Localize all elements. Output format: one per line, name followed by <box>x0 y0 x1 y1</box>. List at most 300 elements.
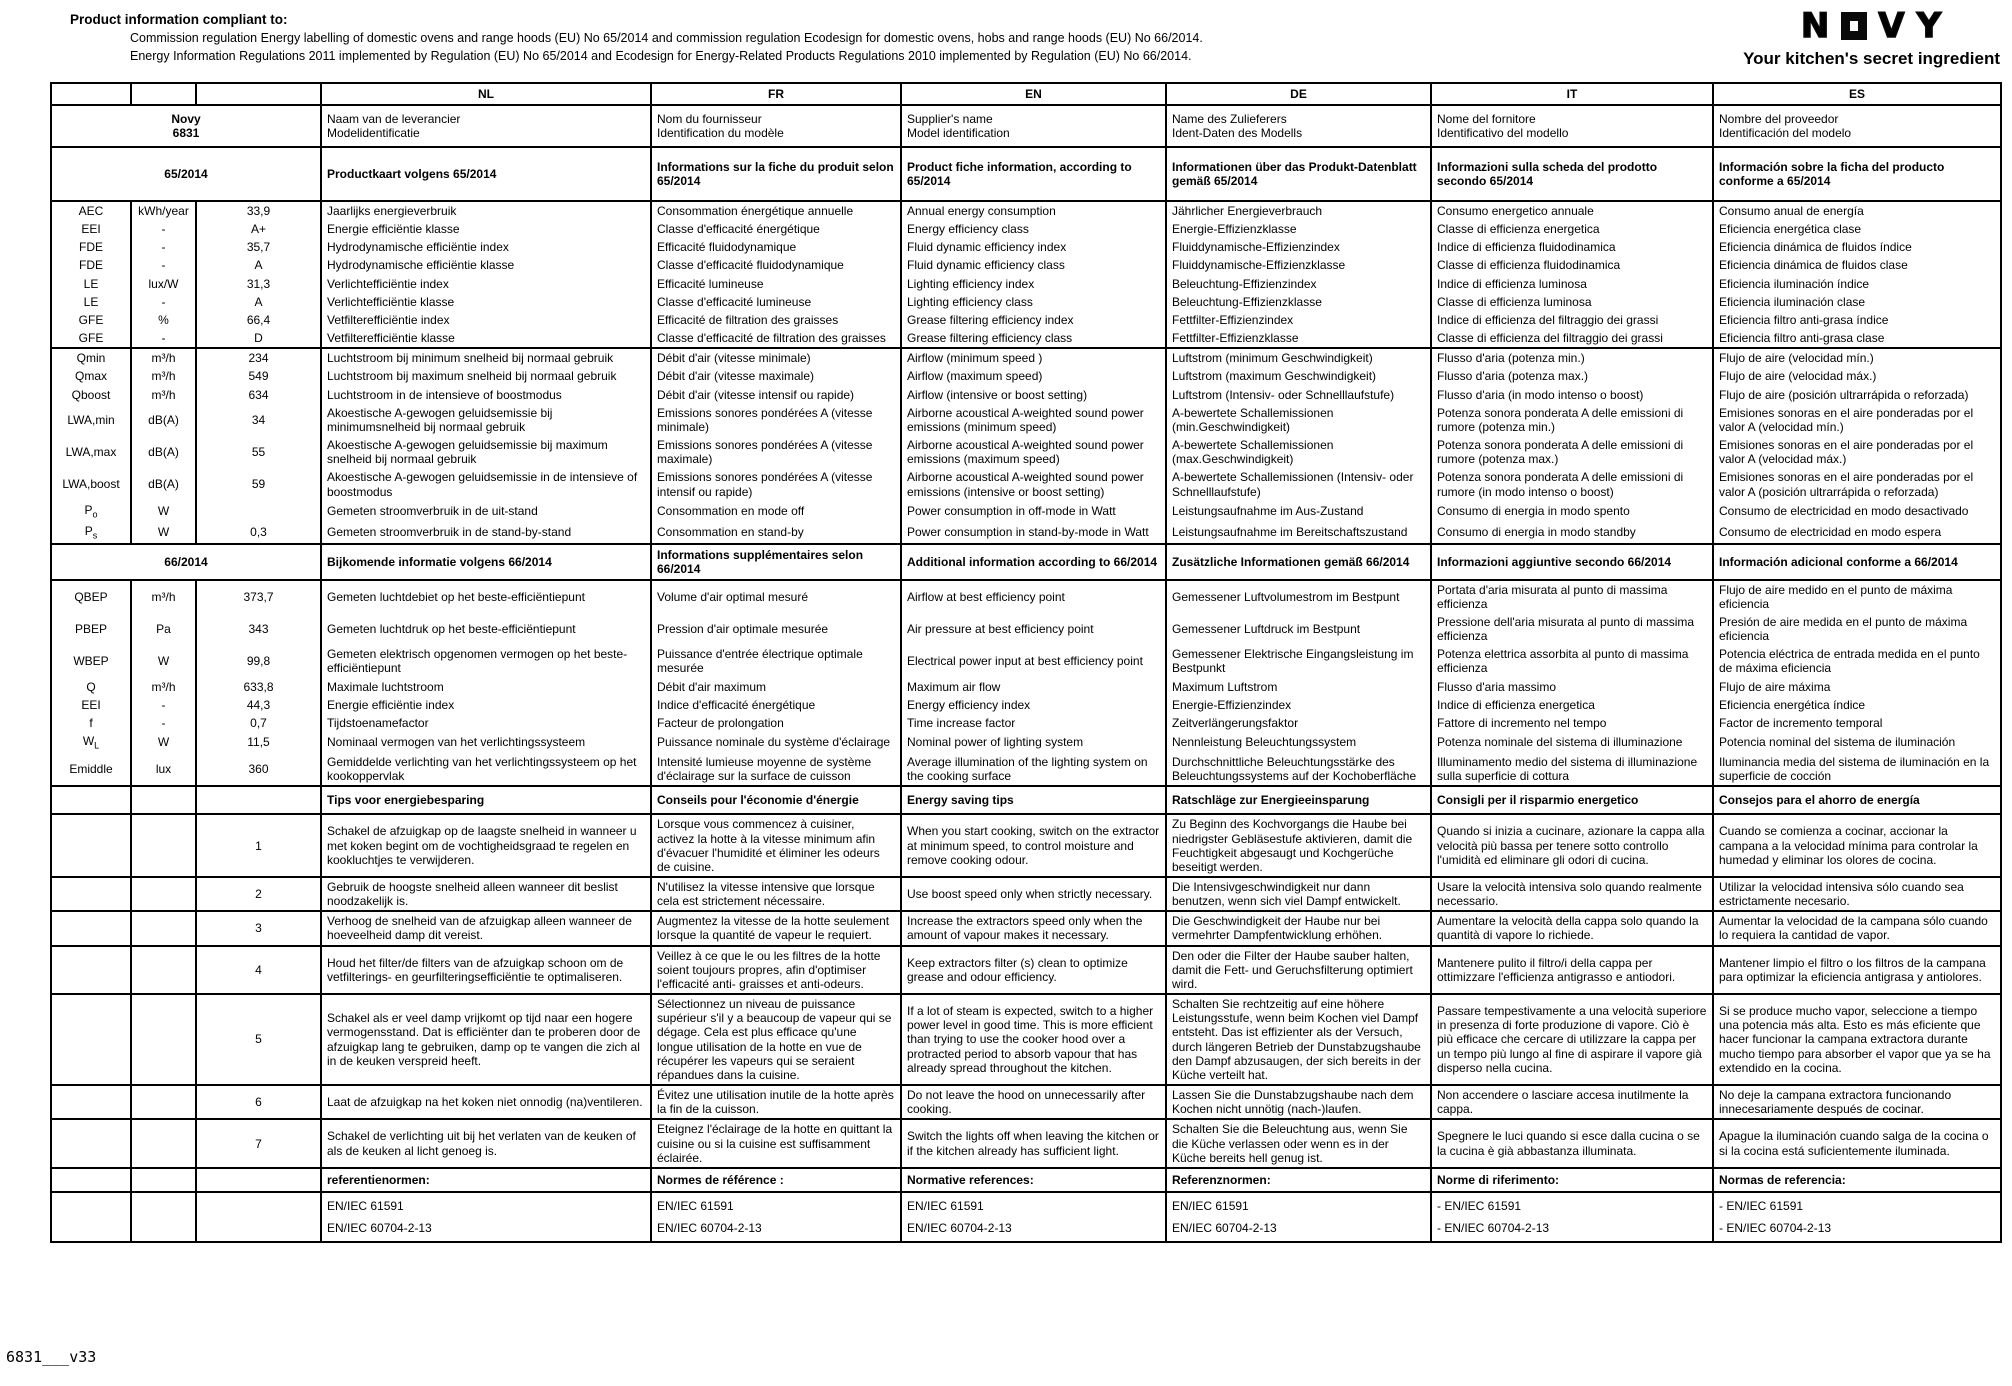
tips-spacer-cell <box>131 994 196 1085</box>
param-value: 11,5 <box>196 732 321 753</box>
param-value: 66,4 <box>196 311 321 329</box>
param-label-de: Fettfilter-Effizienzklasse <box>1166 329 1431 348</box>
supplier-label-fr <box>651 105 901 147</box>
param-value: 633,8 <box>196 678 321 696</box>
param-label-en: Lighting efficiency index <box>901 275 1166 293</box>
tips-title-de: Ratschläge zur Energieeinsparung <box>1166 786 1431 814</box>
param-label-nl: Hydrodynamische efficiëntie index <box>321 238 651 256</box>
tip-3-fr: Augmentez la vitesse de la hotte seulement lorsque la quantité de vapeur le requiert. <box>651 911 901 945</box>
tip-3-es: Aumentar la velocidad de la campana sólo cuando lo requiera la cantidad de vapor. <box>1713 911 2001 945</box>
param-label-es: Eficiencia iluminación clase <box>1713 293 2001 311</box>
param-label-it: Potenza sonora ponderata A delle emissioni di rumore (potenza max.) <box>1431 436 1713 468</box>
product-fiche-table <box>50 82 2002 1243</box>
tip-1-de: Zu Beginn des Kochvorgangs die Haube bei niedrigster Gebläsestufe aktivieren, damit die Feuchtigkeit abgesaugt und Kochgerüche beseitigt werden. <box>1166 814 1431 877</box>
param-value: 59 <box>196 468 321 500</box>
section-65-title-fr: Informations sur la fiche du produit selon 65/2014 <box>651 147 901 201</box>
language-header-row <box>51 83 2001 105</box>
tips-spacer-cell <box>131 911 196 945</box>
norms-title-de: Referenznormen: <box>1166 1168 1431 1192</box>
logo-letter-v: V <box>1878 6 1906 46</box>
param-label-en: Power consumption in stand-by-mode in Watt <box>901 522 1166 544</box>
param-code: WBEP <box>51 645 131 677</box>
param-label-de: A-bewertete Schallemissionen (min.Geschwindigkeit) <box>1166 404 1431 436</box>
norms-title-fr: Normes de référence : <box>651 1168 901 1192</box>
tips-spacer-cell <box>131 946 196 994</box>
text-line: Identificativo del modello <box>1437 126 1569 140</box>
param-label-nl: Akoestische A-gewogen geluidsemissie in de intensieve of boostmodus <box>321 468 651 500</box>
param-code: Qmax <box>51 367 131 385</box>
param-label-de: Gemessener Elektrische Eingangsleistung im Bestpunkt <box>1166 645 1431 677</box>
norms-values-en <box>901 1192 1166 1242</box>
param-label-it: Flusso d'aria (potenza min.) <box>1431 348 1713 367</box>
param-unit: dB(A) <box>131 468 196 500</box>
param-row-1-5 <box>51 468 2001 500</box>
param-unit: - <box>131 220 196 238</box>
param-row-1-3 <box>51 404 2001 436</box>
param-label-fr: Puissance nominale du système d'éclairage <box>651 732 901 753</box>
param-value: 360 <box>196 753 321 786</box>
param-value: A <box>196 256 321 274</box>
param-value: 55 <box>196 436 321 468</box>
param-unit: dB(A) <box>131 404 196 436</box>
tip-7-fr: Eteignez l'éclairage de la hotte en quittant la cuisine ou si la cuisine est suffisamment éclairée. <box>651 1119 901 1167</box>
param-label-it: Indice di efficienza del filtraggio dei grassi <box>1431 311 1713 329</box>
param-label-it: Indice di efficienza energetica <box>1431 696 1713 714</box>
param-row-1-4 <box>51 436 2001 468</box>
param-label-es: Flujo de aire medido en el punto de máxima eficiencia <box>1713 580 2001 613</box>
novy-logo-word <box>1743 6 2000 46</box>
param-label-fr: Pression d'air optimale mesurée <box>651 613 901 645</box>
param-value <box>196 501 321 522</box>
section-66-header-row <box>51 544 2001 580</box>
param-row-1-6 <box>51 501 2001 522</box>
param-label-fr: Classe d'efficacité de filtration des graisses <box>651 329 901 348</box>
param-code: AEC <box>51 201 131 220</box>
tip-row-5 <box>51 994 2001 1085</box>
param-label-it: Indice di efficienza luminosa <box>1431 275 1713 293</box>
section-66-title-nl: Bijkomende informatie volgens 66/2014 <box>321 544 651 580</box>
text-line: Identificación del modelo <box>1719 126 1852 140</box>
param-label-fr: Puissance d'entrée électrique optimale mesurée <box>651 645 901 677</box>
text-line: Name des Zulieferers <box>1172 111 1287 126</box>
param-code: Emiddle <box>51 753 131 786</box>
param-unit: m³/h <box>131 678 196 696</box>
section-66-title-en: Additional information according to 66/2014 <box>901 544 1166 580</box>
language-header-en: EN <box>901 83 1166 105</box>
section-66-title-it: Informazioni aggiuntive secondo 66/2014 <box>1431 544 1713 580</box>
tip-2-es: Utilizar la velocidad intensiva sólo cuando sea estrictamente necesario. <box>1713 877 2001 911</box>
param-label-it: Classe di efficienza fluidodinamica <box>1431 256 1713 274</box>
param-label-de: A-bewertete Schallemissionen (max.Geschwindigkeit) <box>1166 436 1431 468</box>
text-line: - EN/IEC 61591 <box>1719 1198 1804 1213</box>
tip-6-fr: Évitez une utilisation inutile de la hotte après la fin de la cuisson. <box>651 1085 901 1119</box>
param-label-es: Consumo de electricidad en modo desactivado <box>1713 501 2001 522</box>
norms-title-es: Normas de referencia: <box>1713 1168 2001 1192</box>
param-label-es: Emisiones sonoras en el aire ponderadas por el valor A (velocidad mín.) <box>1713 404 2001 436</box>
param-row-0-1 <box>51 220 2001 238</box>
param-unit: W <box>131 645 196 677</box>
text-line: EN/IEC 61591 <box>657 1198 734 1213</box>
param-label-de: Energie-Effizienzklasse <box>1166 220 1431 238</box>
param-row-1-7 <box>51 522 2001 544</box>
param-row-1-0 <box>51 348 2001 367</box>
param-code: LE <box>51 275 131 293</box>
logo-tagline: Your kitchen's secret ingredient <box>1743 49 2000 68</box>
param-label-en: Time increase factor <box>901 714 1166 732</box>
param-code: FDE <box>51 256 131 274</box>
document-version-code: 6831___v33 <box>6 1348 97 1366</box>
tip-7-es: Apague la iluminación cuando salga de la cocina o si la cocina está suficientemente iluminada. <box>1713 1119 2001 1167</box>
supplier-label-es <box>1713 105 2001 147</box>
param-row-0-5 <box>51 293 2001 311</box>
param-label-en: Airflow at best efficiency point <box>901 580 1166 613</box>
param-label-it: Fattore di incremento nel tempo <box>1431 714 1713 732</box>
tip-number: 2 <box>196 877 321 911</box>
param-code: LWA,boost <box>51 468 131 500</box>
language-header-nl: NL <box>321 83 651 105</box>
param-label-it: Classe di efficienza energetica <box>1431 220 1713 238</box>
param-label-de: Luftstrom (maximum Geschwindigkeit) <box>1166 367 1431 385</box>
param-label-de: Maximum Luftstrom <box>1166 678 1431 696</box>
param-label-nl: Gemeten luchtdruk op het beste-efficiëntiepunt <box>321 613 651 645</box>
param-value: 31,3 <box>196 275 321 293</box>
header-spacer-cell <box>51 83 131 105</box>
param-label-de: Fluiddynamische-Effizienzklasse <box>1166 256 1431 274</box>
param-label-it: Flusso d'aria (potenza max.) <box>1431 367 1713 385</box>
tips-spacer-cell <box>51 994 131 1085</box>
text-line: Nom du fournisseur <box>657 111 762 126</box>
param-code: Q <box>51 678 131 696</box>
param-value: 549 <box>196 367 321 385</box>
param-unit: m³/h <box>131 348 196 367</box>
param-label-fr: Classe d'efficacité énergétique <box>651 220 901 238</box>
text-line: EN/IEC 60704-2-13 <box>327 1220 432 1235</box>
logo-letter-n: N <box>1800 6 1831 46</box>
param-label-it: Potenza elettrica assorbita al punto di massima efficienza <box>1431 645 1713 677</box>
tip-row-1 <box>51 814 2001 877</box>
text-line: EN/IEC 60704-2-13 <box>657 1220 762 1235</box>
section-65-title-en: Product fiche information, according to 65/2014 <box>901 147 1166 201</box>
param-label-de: Zeitverlängerungsfaktor <box>1166 714 1431 732</box>
param-label-es: Eficiencia energética índice <box>1713 696 2001 714</box>
tips-spacer-cell <box>196 786 321 814</box>
param-label-it: Consumo di energia in modo spento <box>1431 501 1713 522</box>
param-label-nl: Maximale luchtstroom <box>321 678 651 696</box>
norms-spacer-cell <box>51 1168 131 1192</box>
text-line: Model identification <box>907 126 1010 140</box>
norms-values-de <box>1166 1192 1431 1242</box>
norms-values-fr <box>651 1192 901 1242</box>
tip-1-it: Quando si inizia a cucinare, azionare la cappa alla velocità più bassa per tenere sotto controllo l'umidità ed eliminare gli odori di cucina. <box>1431 814 1713 877</box>
param-label-de: Leistungsaufnahme im Bereitschaftszustand <box>1166 522 1431 544</box>
param-row-66-6 <box>51 732 2001 753</box>
tip-1-fr: Lorsque vous commencez à cuisiner, activez la hotte à la vitesse minimum afin d'évacuer l'humidité et éliminer les odeurs de cuisine. <box>651 814 901 877</box>
param-unit: - <box>131 256 196 274</box>
param-label-es: Consumo de electricidad en modo espera <box>1713 522 2001 544</box>
supplier-row <box>51 105 2001 147</box>
param-unit: - <box>131 238 196 256</box>
param-label-it: Flusso d'aria (in modo intenso o boost) <box>1431 386 1713 404</box>
param-code: EEI <box>51 220 131 238</box>
tips-spacer-cell <box>51 911 131 945</box>
param-label-en: Airflow (minimum speed ) <box>901 348 1166 367</box>
param-unit: m³/h <box>131 367 196 385</box>
param-label-en: Airflow (intensive or boost setting) <box>901 386 1166 404</box>
text-line: - EN/IEC 60704-2-13 <box>1719 1220 1832 1235</box>
text-line: 6831 <box>172 126 200 140</box>
tips-spacer-cell <box>51 1085 131 1119</box>
param-unit: m³/h <box>131 580 196 613</box>
param-label-en: Maximum air flow <box>901 678 1166 696</box>
norms-spacer-cell <box>196 1192 321 1242</box>
param-label-fr: Débit d'air (vitesse minimale) <box>651 348 901 367</box>
param-row-66-1 <box>51 613 2001 645</box>
param-label-en: Fluid dynamic efficiency index <box>901 238 1166 256</box>
section-66-title-es: Información adicional conforme a 66/2014 <box>1713 544 2001 580</box>
param-label-en: Energy efficiency index <box>901 696 1166 714</box>
param-label-fr: Emissions sonores pondérées A (vitesse intensif ou rapide) <box>651 468 901 500</box>
param-label-nl: Gemeten luchtdebiet op het beste-efficiëntiepunt <box>321 580 651 613</box>
tip-5-es: Si se produce mucho vapor, seleccione a tiempo una potencia más alta. Esto es más eficiente que hacer funcionar la campana extractora durante mucho tiempo para absorber el vapor que ya se ha extendido en la cocina. <box>1713 994 2001 1085</box>
tip-number: 5 <box>196 994 321 1085</box>
param-row-0-6 <box>51 311 2001 329</box>
param-code: LWA,max <box>51 436 131 468</box>
param-unit: - <box>131 293 196 311</box>
param-label-fr: Efficacité fluidodynamique <box>651 238 901 256</box>
language-header-es: ES <box>1713 83 2001 105</box>
param-unit: W <box>131 732 196 753</box>
param-value: 234 <box>196 348 321 367</box>
text-line: Nombre del proveedor <box>1719 111 1839 126</box>
param-label-de: Fluiddynamische-Effizienzindex <box>1166 238 1431 256</box>
tip-4-en: Keep extractors filter (s) clean to optimize grease and odour efficiency. <box>901 946 1166 994</box>
param-label-fr: Consommation en mode off <box>651 501 901 522</box>
param-label-es: Eficiencia dinámica de fluidos índice <box>1713 238 2001 256</box>
text-line: Ident-Daten des Modells <box>1172 126 1303 140</box>
param-unit: W <box>131 501 196 522</box>
tip-5-fr: Sélectionnez un niveau de puissance supérieur s'il y a beaucoup de vapeur qui se dégage. Cela est plus efficace qu'une longue utilisation de la hotte en vue de récupérer les vapeurs qui se seraient répandues dans la cuisine. <box>651 994 901 1085</box>
param-label-es: Presión de aire medida en el punto de máxima eficiencia <box>1713 613 2001 645</box>
tip-3-de: Die Geschwindigkeit der Haube nur bei vermehrter Dampfentwicklung erhöhen. <box>1166 911 1431 945</box>
param-label-nl: Gemeten stroomverbruik in de stand-by-stand <box>321 522 651 544</box>
param-row-66-0 <box>51 580 2001 613</box>
compliance-block <box>0 0 2012 63</box>
param-value: A <box>196 293 321 311</box>
param-code: QBEP <box>51 580 131 613</box>
param-label-fr: Consommation en stand-by <box>651 522 901 544</box>
tips-spacer-cell <box>51 1119 131 1167</box>
param-label-nl: Verlichtefficiëntie klasse <box>321 293 651 311</box>
param-label-es: Emisiones sonoras en el aire ponderadas por el valor A (velocidad máx.) <box>1713 436 2001 468</box>
tip-4-it: Mantenere pulito il filtro/i della cappa per ottimizzare l'efficienza antigrasso e antiodori. <box>1431 946 1713 994</box>
tip-5-de: Schalten Sie rechtzeitig auf eine höhere Leistungsstufe, wenn beim Kochen viel Dampf entsteht. Das ist effizienter als der Versuch, durch längeren Betrieb der Dunstabzugshaube den Dampf abzusaugen, der sich bereits in der Küche verteilt hat. <box>1166 994 1431 1085</box>
param-label-nl: Nominaal vermogen van het verlichtingssysteem <box>321 732 651 753</box>
param-label-en: Lighting efficiency class <box>901 293 1166 311</box>
param-label-nl: Gemeten elektrisch opgenomen vermogen op het beste-efficiëntiepunt <box>321 645 651 677</box>
text-line: EN/IEC 60704-2-13 <box>1172 1220 1277 1235</box>
supplier-name-model <box>51 105 321 147</box>
tip-5-en: If a lot of steam is expected, switch to a higher power level in good time. This is more efficient than trying to use the cooker hood over a protracted period to absorb vapour that has already spread throughout the kitchen. <box>901 994 1166 1085</box>
param-label-en: Energy efficiency class <box>901 220 1166 238</box>
param-value: 34 <box>196 404 321 436</box>
text-line: Modelidentificatie <box>327 126 420 140</box>
param-label-es: Eficiencia dinámica de fluidos clase <box>1713 256 2001 274</box>
param-code: EEI <box>51 696 131 714</box>
param-label-de: Jährlicher Energieverbrauch <box>1166 201 1431 220</box>
param-value: 343 <box>196 613 321 645</box>
param-label-nl: Energie efficiëntie index <box>321 696 651 714</box>
norms-title-it: Norme di riferimento: <box>1431 1168 1713 1192</box>
param-label-es: Potencia nominal del sistema de iluminación <box>1713 732 2001 753</box>
param-row-66-3 <box>51 678 2001 696</box>
param-label-nl: Vetfilterefficiëntie klasse <box>321 329 651 348</box>
text-line: EN/IEC 61591 <box>1172 1198 1249 1213</box>
tips-spacer-cell <box>51 786 131 814</box>
language-header-de: DE <box>1166 83 1431 105</box>
param-unit: - <box>131 714 196 732</box>
param-label-it: Indice di efficienza fluidodinamica <box>1431 238 1713 256</box>
param-value: 99,8 <box>196 645 321 677</box>
param-label-es: Potencia eléctrica de entrada medida en el punto de máxima eficiencia <box>1713 645 2001 677</box>
param-code: $W_L$ <box>51 732 131 753</box>
tip-1-en: When you start cooking, switch on the extractor at minimum speed, to control moisture and remove cooking odour. <box>901 814 1166 877</box>
param-row-0-0 <box>51 201 2001 220</box>
param-value: 35,7 <box>196 238 321 256</box>
param-label-it: Classe di efficienza del filtraggio dei grassi <box>1431 329 1713 348</box>
section-66-title-fr: Informations supplémentaires selon 66/2014 <box>651 544 901 580</box>
tip-6-es: No deje la campana extractora funcionando innecesariamente después de cocinar. <box>1713 1085 2001 1119</box>
tip-6-en: Do not leave the hood on unnecessarily after cooking. <box>901 1085 1166 1119</box>
section-65-title-nl: Productkaart volgens 65/2014 <box>321 147 651 201</box>
param-label-fr: Débit d'air maximum <box>651 678 901 696</box>
param-label-nl: Vetfilterefficiëntie index <box>321 311 651 329</box>
param-label-es: Flujo de aire (velocidad mín.) <box>1713 348 2001 367</box>
param-code: GFE <box>51 329 131 348</box>
param-label-nl: Tijdstoenamefactor <box>321 714 651 732</box>
tips-title-fr: Conseils pour l'économie d'énergie <box>651 786 901 814</box>
param-label-nl: Hydrodynamische efficiëntie klasse <box>321 256 651 274</box>
supplier-label-nl <box>321 105 651 147</box>
tips-spacer-cell <box>131 814 196 877</box>
param-label-en: Average illumination of the lighting system on the cooking surface <box>901 753 1166 786</box>
param-label-de: Luftstrom (Intensiv- oder Schnelllaufstufe) <box>1166 386 1431 404</box>
tip-4-nl: Houd het filter/de filters van de afzuigkap schoon om de vetfilterings- en geurfilteringsefficiëntie te optimaliseren. <box>321 946 651 994</box>
supplier-label-it <box>1431 105 1713 147</box>
param-label-de: Leistungsaufnahme im Aus-Zustand <box>1166 501 1431 522</box>
tips-spacer-cell <box>51 946 131 994</box>
param-label-es: Emisiones sonoras en el aire ponderadas por el valor A (posición ultrarrápida o reforzada) <box>1713 468 2001 500</box>
param-label-en: Annual energy consumption <box>901 201 1166 220</box>
tip-row-4 <box>51 946 2001 994</box>
param-label-fr: Débit d'air (vitesse maximale) <box>651 367 901 385</box>
norms-values-es <box>1713 1192 2001 1242</box>
param-row-66-2 <box>51 645 2001 677</box>
param-label-it: Consumo di energia in modo standby <box>1431 522 1713 544</box>
param-label-nl: Luchtstroom bij minimum snelheid bij normaal gebruik <box>321 348 651 367</box>
norms-title-nl: referentienormen: <box>321 1168 651 1192</box>
param-label-de: Beleuchtung-Effizienzindex <box>1166 275 1431 293</box>
param-label-fr: Efficacité de filtration des graisses <box>651 311 901 329</box>
param-label-es: Factor de incremento temporal <box>1713 714 2001 732</box>
param-label-it: Classe di efficienza luminosa <box>1431 293 1713 311</box>
param-code: PBEP <box>51 613 131 645</box>
param-label-nl: Luchtstroom in de intensieve of boostmodus <box>321 386 651 404</box>
norms-spacer-cell <box>196 1168 321 1192</box>
param-label-en: Power consumption in off-mode in Watt <box>901 501 1166 522</box>
section-65-id: 65/2014 <box>51 147 321 201</box>
param-row-66-4 <box>51 696 2001 714</box>
param-row-0-4 <box>51 275 2001 293</box>
tip-7-nl: Schakel de verlichting uit bij het verlaten van de keuken of als de keuken al licht genoeg is. <box>321 1119 651 1167</box>
param-unit: dB(A) <box>131 436 196 468</box>
param-label-de: Luftstrom (minimum Geschwindigkeit) <box>1166 348 1431 367</box>
tip-2-fr: N'utilisez la vitesse intensive que lorsque cela est strictement nécessaire. <box>651 877 901 911</box>
text-line: - EN/IEC 61591 <box>1437 1198 1522 1213</box>
norms-spacer-cell <box>131 1192 196 1242</box>
param-label-es: Flujo de aire (velocidad máx.) <box>1713 367 2001 385</box>
param-label-fr: Intensité lumieuse moyenne de système d'éclairage sur la surface de cuisson <box>651 753 901 786</box>
param-row-66-7 <box>51 753 2001 786</box>
param-code: FDE <box>51 238 131 256</box>
param-label-nl: Akoestische A-gewogen geluidsemissie bij maximum snelheid bij normaal gebruik <box>321 436 651 468</box>
logo-letter-o <box>1841 12 1867 40</box>
tip-number: 4 <box>196 946 321 994</box>
tip-4-de: Den oder die Filter der Haube sauber halten, damit die Fett- und Geruchsfilterung optimiert wird. <box>1166 946 1431 994</box>
text-line: - EN/IEC 60704-2-13 <box>1437 1220 1550 1235</box>
param-label-nl: Jaarlijks energieverbruik <box>321 201 651 220</box>
param-label-nl: Gemiddelde verlichting van het verlichtingssysteem op het kookoppervlak <box>321 753 651 786</box>
param-label-it: Portata d'aria misurata al punto di massima efficienza <box>1431 580 1713 613</box>
tip-2-en: Use boost speed only when strictly necessary. <box>901 877 1166 911</box>
tips-spacer-cell <box>51 877 131 911</box>
supplier-label-de <box>1166 105 1431 147</box>
text-line: EN/IEC 60704-2-13 <box>907 1220 1012 1235</box>
text-line: Nome del fornitore <box>1437 111 1536 126</box>
param-unit: lux <box>131 753 196 786</box>
param-code: $P_s$ <box>51 522 131 544</box>
language-header-it: IT <box>1431 83 1713 105</box>
param-label-en: Airflow (maximum speed) <box>901 367 1166 385</box>
tip-row-2 <box>51 877 2001 911</box>
section-66-title-de: Zusätzliche Informationen gemäß 66/2014 <box>1166 544 1431 580</box>
tip-6-it: Non accendere o lasciare accesa inutilmente la cappa. <box>1431 1085 1713 1119</box>
param-row-0-3 <box>51 256 2001 274</box>
norms-spacer-cell <box>51 1192 131 1242</box>
param-value: 33,9 <box>196 201 321 220</box>
param-label-fr: Consommation énergétique annuelle <box>651 201 901 220</box>
tip-2-de: Die Intensivgeschwindigkeit nur dann benutzen, wenn sich viel Dampf entwickelt. <box>1166 877 1431 911</box>
param-row-66-5 <box>51 714 2001 732</box>
tip-4-es: Mantener limpio el filtro o los filtros de la campana para optimizar la eficiencia antigrasa y antiolores. <box>1713 946 2001 994</box>
param-unit: - <box>131 696 196 714</box>
tip-row-7 <box>51 1119 2001 1167</box>
norms-values-it <box>1431 1192 1713 1242</box>
param-value: 44,3 <box>196 696 321 714</box>
param-label-es: Flujo de aire (posición ultrarrápida o reforzada) <box>1713 386 2001 404</box>
tip-1-nl: Schakel de afzuigkap op de laagste snelheid in wanneer u met koken begint om de vochtigheidsgraad te regelen en kookluchtjes te verwijderen. <box>321 814 651 877</box>
text-line: Identification du modèle <box>657 126 784 140</box>
tips-title-es: Consejos para el ahorro de energía <box>1713 786 2001 814</box>
tips-spacer-cell <box>131 1119 196 1167</box>
param-label-it: Potenza sonora ponderata A delle emissioni di rumore (potenza min.) <box>1431 404 1713 436</box>
header-spacer-cell <box>131 83 196 105</box>
tip-7-en: Switch the lights off when leaving the kitchen or if the kitchen already has sufficient light. <box>901 1119 1166 1167</box>
tip-3-nl: Verhoog de snelheid van de afzuigkap alleen wanneer de hoeveelheid damp dit vereist. <box>321 911 651 945</box>
param-label-fr: Emissions sonores pondérées A (vitesse minimale) <box>651 404 901 436</box>
param-label-en: Airborne acoustical A-weighted sound power emissions (minimum speed) <box>901 404 1166 436</box>
param-label-de: Durchschnittliche Beleuchtungsstärke des Beleuchtungssystems auf der Kochoberfläche <box>1166 753 1431 786</box>
param-value: D <box>196 329 321 348</box>
